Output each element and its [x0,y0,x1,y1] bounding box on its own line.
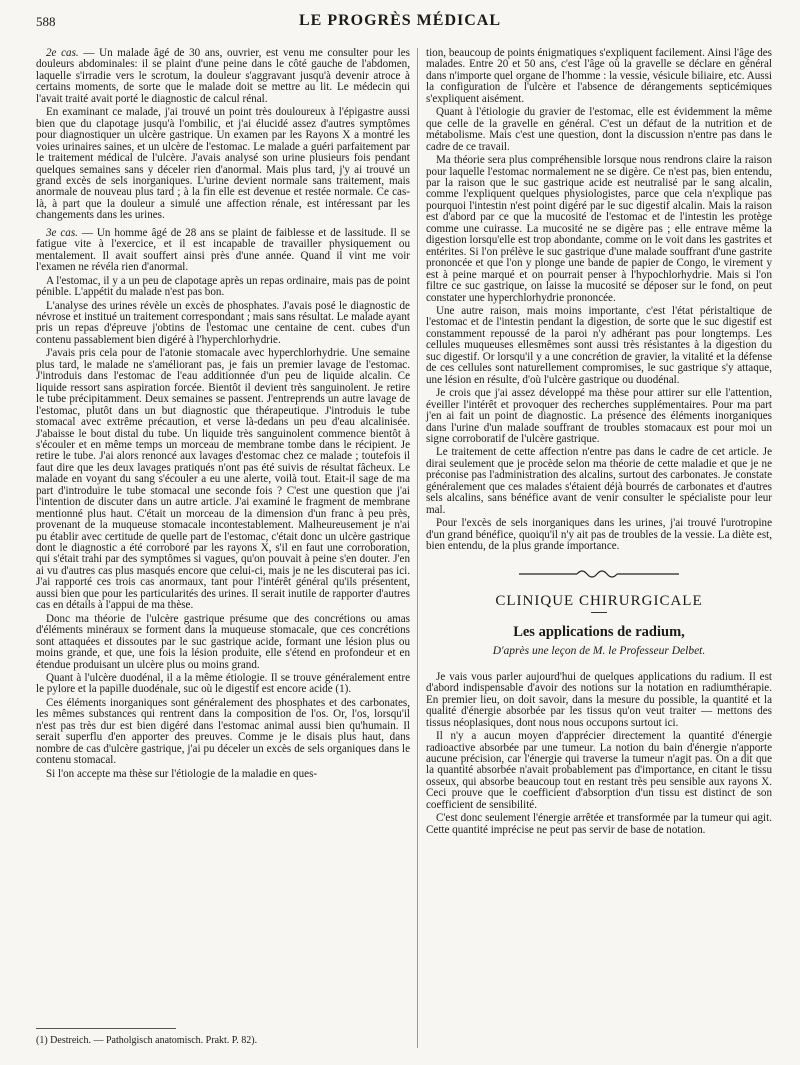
article-title: Les applications de radium, [513,623,685,640]
journal-title: LE PROGRÈS MÉDICAL [298,12,502,29]
article-byline: D'après une leçon de M. le Professeur Delbet. [492,645,706,658]
footnote: (1) Destreich. — Patholgisch anatomisch. Prakt. P. 82). [36,1035,258,1046]
paragraph: Si l'on accepte ma thèse sur l'étiologie de la maladie en ques- [46,767,318,780]
paragraph: Il n'y a aucun moyen d'apprécier directement la quantité d'énergie radioactive absorbée par une tumeur. La notion du bain d'énergie n'apporte aucune précision, car l'énergie qui traverse la tumeur n'agit pas. On a dit que la quantité absorbée n'avait probablement pas d'importance, en citant le tissu osseux, qui absorbe beaucoup tout en restant très peu sensible aux rayons X. Ceci prouve que le coefficient d'absorption d'un tissu est distinct de son coefficient de sensibilité. [426,730,772,811]
page-number: 588 [36,14,56,29]
paragraph: L'analyse des urines révèle un excès de phosphates. J'avais posé le diagnostic de névrose et institué un traitement correspondant ; mais sans résultat. Le malade ayant pris un repas d'épreuve j'obtins de l'estomac une centaine de cent. cubes d'un contenu passablement bien digéré à l'hyperchlorhydrie. [36,299,410,346]
case-label: 2e cas. [46,47,79,59]
section-title: CLINIQUE CHIRURGICALE [495,593,703,610]
paragraph: Une autre raison, mais moins importante, c'est l'état péristaltique de l'estomac et de l'intestin pendant la digestion, de sorte que le suc digestif est constamment repoussé de la paroi n'y adhérant pas pour longtemps. Les cellules muqueuses ellesmêmes sont aussi très résistantes à la digestion du suc digestif. Or lorsqu'il y a une concrétion de gravier, la vitalité et la défense de ces cellules sont naturellement compromises, le suc gastrique s'y attaque, une lésion en résulte, d'où l'ulcère gastrique ou duodénal. [426,304,772,386]
title-rule [591,612,607,613]
paragraph: J'avais pris cela pour de l'atonie stomacale avec hyperchlorhydrie. Une semaine plus tard, le malade ne s'améliorant pas, je fais un premier lavage de l'estomac. J'introduis dans l'estomac de l'eau additionnée d'un peu de liquide alcalin. Ce liquide ressort sans aspiration forcée. Bientôt il devient très sanguinolent. Je retire le tube précipitamment. Deux semaines se passent. J'entreprends un autre lavage de l'estomac, plutôt dans un but diagnostic que thérapeutique. J'introduis le tube stomacal avec extrême précaution, et verse là-dedans un peu d'eau alcalinisée. J'abaisse le bout distal du tube. Un liquide très sanguinolent commence bientôt à s'écouler et en même temps un morceau de membrane tombe dans le récipient. Je retire le tube. J'ai alors renoncé aux lavages d'estomac chez ce malade ; toutefois il faut dire que les deux lavages pratiqués n'ont pas été suivis de résultat fâcheux. Le malade en voyant du sang s'écouler a eu une alerte, voilà tout. Etait-il sage de ma part d'introduire le tube stomacal une seconde fois ? C'est une question que j'ai l'intention de discuter dans un autre article. J'ai examiné le fragment de membrane mentionné plus haut. C'était un morceau de la dimension d'un franc à peu près, provenant de la muqueuse stomacale incontestablement. Malheureusement je n'ai pu établir avec certitude de quelle part de l'estomac, c'était donc un ulcère gastrique dont le diagnostic a été corroboré par les rayons X, s'il en faut une corroboration, qui s'était trahi par des symptômes si vagues, qu'on pouvait à peine s'en douter. J'en ai vu d'autres cas plus masqués encore que celui-ci, mais je ne les discuterai pas ici. J'ai rapporté ces trois cas anormaux, tant pour l'intérêt général qu'ils présentent, aussi bien que pour les particularités des urines. Il serait inutile de rapporter d'autres cas en détails à l'appui de ma thèse. [36,347,410,612]
paragraph: Je crois que j'ai assez développé ma thèse pour attirer sur elle l'attention, éveiller l'intérêt et provoquer des recherches supplémentaires. Pour ma part j'en ai fait un point de diagnostic. La présence des éléments inorganiques dans l'urine d'un malade souffrant de troubles stomacaux est pour moi un signe corroboratif de l'ulcère gastrique. [426,387,772,445]
paragraph: Quant à l'ulcère duodénal, il a la même étiologie. Il se trouve généralement entre le pylore et la papille duodénale, suc où le digestif est encore acide (1). [36,672,410,696]
column-divider [417,48,418,1048]
paragraph: Quant à l'étiologie du gravier de l'estomac, elle est évidemment la même que celle de la gravelle en général. C'est un défaut de la nutrition et de métabolisme. Mais c'est une question, dont la discussion n'entre pas dans le cadre de ce travail. [426,106,772,153]
footnote-rule [36,1028,176,1029]
paragraph: Le traitement de cette affection n'entre pas dans le cadre de cet article. Je dirai seulement que je procède selon ma théorie de cette maladie et que je ne préconise pas l'administration des alcalins, surtout des carbonates. Je constate généralement que ces malades s'étaient déjà bourrés de carbonates et d'autres sels alcalins, sans bénéfice avant de venir consulter le spécialiste pour leur mal. [426,446,772,516]
paragraph: En examinant ce malade, j'ai trouvé un point très douloureux à l'épigastre aussi bien que du clapotage jusqu'à l'ombilic, et j'ai élucidé assez d'autres symptômes pour diagnostiquer un ulcère gastrique. Un examen par les Rayons X a montré les voies urinaires saines, et un ulcère de l'estomac. Le malade a guéri parfaitement par le traitement médical de l'ulcère. J'avais analysé son urine plusieurs fois pendant quelques semaines sans y déceler rien d'anormal. Mais plus tard, j'y ai trouvé un grand excès de sels inorganiques. L'urine devient normale sans traitement, mais anormale de nouveau plus tard ; à la fin elle est devenue et restée normale. Ce cas-là, à part que la douleur a simulé une affection rénale, est intéressant par les changements dans les urines. [36,106,410,222]
ornament-rule-icon [519,568,679,580]
paragraph: Ces éléments inorganiques sont généralement des phosphates et des carbonates, les mêmes substances qui rentrent dans la composition de l'os. Or, l'os, lorsqu'il n'est pas très dur est bien digéré dans l'estomac animal aussi bien qu'humain. Il serait superflu d'en apporter des preuves. Comme je le disais plus haut, dans nombre de cas d'ulcère gastrique, j'ai pu déceler un excès de sels organiques dans le contenu stomacal. [36,696,410,767]
right-column [426,48,772,1048]
paragraph: A l'estomac, il y a un peu de clapotage après un repas ordinaire, mais pas de point pénible. L'appétit du malade n'est pas bon. [36,274,410,299]
ornament-divider [426,568,772,584]
paragraph: Ma théorie sera plus compréhensible lorsque nous rendrons claire la raison pour laquelle l'estomac normalement ne se digère. Ce n'est pas, bien entendu, par la raison que le suc gastrique acide est neutralisé par le sang alcalin, comme l'expliquent quelques physiologistes, parce que cela n'explique pas pourquoi l'intestin n'est point digéré par le suc digestif alcalin. Mais la raison est d'abord par ce que la mucosité de l'estomac et de l'intestin les protège comme une cuirasse. La mucosité ne se digère pas ; elle entrave même la digestion lorsqu'elle est trop abondante, comme on le voit dans les gastrites et entérites. Si l'on prélève le suc gastrique d'une malade souffrant d'une gastrite prononcée et que l'on y plonge une bande de papier de Congo, le virement y est à peine marqué et on pourrait penser à l'hypochlorhydrie. Mais si l'on filtre ce suc gastrique, on laisse la mucosité se déposer sur le fond, on peut constater une hyperchlorhydrie prononcée. [426,154,772,304]
page-header [36,12,764,34]
paragraph: Pour l'excès de sels inorganiques dans les urines, j'ai trouvé l'urotropine d'un grand bénéfice, quoiqu'il n'y ait pas de troubles de la vessie. La diète est, bien entendu, de la plus grande importance. [426,517,772,553]
paragraph: tion, beaucoup de points énigmatiques s'expliquent facilement. Ainsi l'âge des malades. Entre 20 et 50 ans, c'est l'âge où la gravelle se déclare en général dans n'importe quel organe de l'homme : la vessie, vésicule biliaire, etc. Aussi la configuration de l'ulcère et l'absence de dérangements septicémiques s'expliquent aisément. [426,47,772,105]
paragraph: 2e cas. — Un malade âgé de 30 ans, ouvrier, est venu me consulter pour les douleurs abdominales: il se plaint d'une peine dans le côté gauche de l'abdomen, laquelle s'irradie vers le scrotum, la douleur s'aggravant jusqu'à devenir atroce à certains moments, de sorte que le malade doit se mettre au lit. Le médecin qui l'avait traité avait porté le diagnostic de calcul rénal. [36,47,410,105]
left-column [36,48,410,1008]
paragraph: C'est donc seulement l'énergie arrêtée et transformée par la tumeur qui agit. Cette quantité imprécise ne peut pas servir de base de notation. [426,812,772,836]
paragraph: Je vais vous parler aujourd'hui de quelques applications du radium. Il est d'abord indispensable d'avoir des notions sur la notation en radiumthérapie. En premier lieu, on doit savoir, dans la mesure du possible, la quantité et la qualité d'énergie absorbée par les tissus qu'on veut traiter — mettons des tissus néoplasiques, dont nous nous occupons surtout ici. [426,670,772,729]
case-label: 3e cas. [46,226,78,239]
paragraph: 3e cas. — Un homme âgé de 28 ans se plaint de faiblesse et de lassitude. Il se fatigue vite à l'exercice, et il est incapable de travailler physiquement ou mentalement. Il avait souffert ainsi près d'une année. Quand il vint me voir l'examen ne révéla rien d'anormal. [36,226,411,274]
paragraph: Donc ma théorie de l'ulcère gastrique présume que des concrétions ou amas d'éléments minéraux se forment dans la muqueuse stomacale, que ces concrétions sont attaquées et dissoutes par le suc gastrique acide, formant une lésion plus ou moins grande, et que, une fois la lésion produite, elle s'étend en profondeur et en étendue produisant un ulcère plus ou moins grand. [36,612,410,671]
